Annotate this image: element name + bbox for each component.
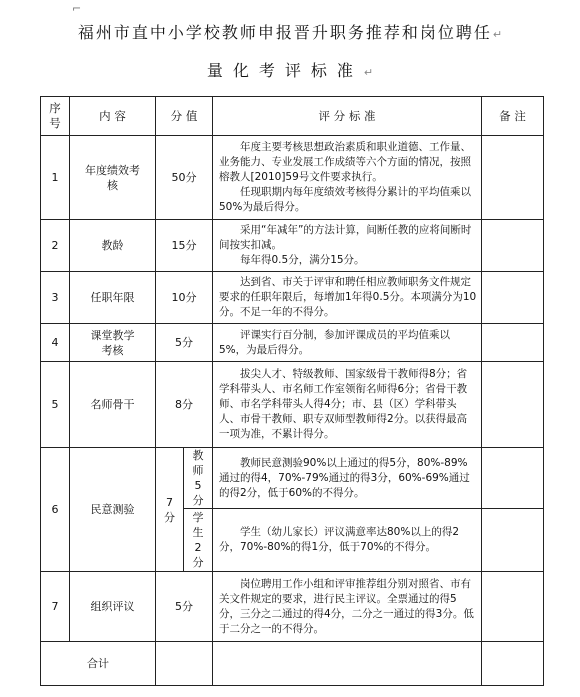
total-standard: [213, 642, 482, 686]
standard-line: 采用“年减年”的方法计算，间断任教的应将间断时间按实扣减。: [219, 224, 472, 251]
row-remark: [482, 220, 544, 272]
row-content: 民意测验: [70, 448, 156, 572]
title-line-2: 量化考评标准: [206, 61, 363, 80]
table-row: [41, 362, 544, 448]
header-content: 内 容: [70, 97, 156, 136]
row-standard: [213, 324, 482, 362]
table-row: [41, 136, 544, 220]
standard-line: 岗位聘用工作小组和评审推荐组分别对照省、市有关文件规定的要求，进行民主评议。全票通过的得5分，三分之二通过的得4分，二分之一通过的得3分。低于二分之一的不得分。: [219, 577, 474, 635]
row-standard: [213, 272, 482, 324]
standard-line: 评课实行百分制，参加评课成员的平均值乘以5%，为最后得分。: [219, 328, 450, 356]
document-subtitle: [0, 58, 580, 81]
subgroup-student: 学生2分: [184, 509, 213, 572]
table-total-row: [41, 642, 544, 686]
row-remark: [482, 572, 544, 642]
table-row: [41, 448, 544, 509]
standard-line: 任现职期内每年度绩效考核得分累计的平均值乘以50%为最后得分。: [219, 186, 471, 213]
row-standard: [213, 136, 482, 220]
row-standard: [213, 509, 482, 572]
total-remark: [482, 642, 544, 686]
header-index: 序号: [41, 97, 70, 136]
table-row: [41, 220, 544, 272]
subgroup-teacher: 教师5分: [184, 448, 213, 509]
row-standard: [213, 220, 482, 272]
page-corner-marker: ⌐: [72, 2, 82, 15]
standard-line: 达到省、市关于评审和聘任相应教师职务文件规定要求的任职年限后，每增加1年得0.5分。本项满分为10分。不足一年的不得分。: [219, 276, 477, 318]
row-score: 5分: [156, 572, 213, 642]
standard-line: 每年得0.5分，满分15分。: [240, 254, 365, 266]
row-standard: [213, 362, 482, 448]
table-row: [41, 272, 544, 324]
row-content: 年度绩效考核: [70, 136, 156, 220]
row-score: 8分: [156, 362, 213, 448]
header-remark: 备 注: [482, 97, 544, 136]
row-index: 5: [41, 362, 70, 448]
total-score: [156, 642, 213, 686]
row-index: 6: [41, 448, 70, 572]
row-score: 5分: [156, 324, 213, 362]
row-score: 7分: [156, 448, 184, 572]
row-remark: [482, 272, 544, 324]
row-index: 1: [41, 136, 70, 220]
header-standard: 评 分 标 准: [213, 97, 482, 136]
row-remark: [482, 136, 544, 220]
paragraph-mark-icon: ↵: [363, 66, 374, 79]
row-content: 组织评议: [70, 572, 156, 642]
row-remark: [482, 448, 544, 509]
paragraph-mark-icon: ↵: [492, 28, 503, 41]
standard-line: 教师民意测验90%以上通过的得5分，80%-89%通过的得4，70%-79%通过的得3分，60%-69%通过的得2分，低于60%的不得分。: [219, 456, 470, 499]
standard-line: 年度主要考核思想政治素质和职业道德、工作量、业务能力、专业发展工作成绩等六个方面的情况，按照榕教人[2010]59号文件要求执行。: [219, 141, 471, 183]
row-standard: [213, 572, 482, 642]
scoring-table: [40, 96, 544, 686]
standard-line: 学生（幼儿家长）评议满意率达80%以上的得2分，70%-80%的得1分，低于70%的不得分。: [219, 526, 460, 553]
table-row: [41, 324, 544, 362]
title-line-1: 福州市直中小学校教师申报晋升职务推荐和岗位聘任: [77, 23, 492, 42]
row-remark: [482, 324, 544, 362]
row-score: 50分: [156, 136, 213, 220]
header-score: 分 值: [156, 97, 213, 136]
table-row: [41, 572, 544, 642]
document-title: [0, 20, 580, 43]
table-header-row: [41, 97, 544, 136]
row-content: 名师骨干: [70, 362, 156, 448]
row-remark: [482, 362, 544, 448]
standard-line: 拔尖人才、特级教师、国家级骨干教师得8分；省学科带头人、市名师工作室领衔名师得6分；省骨干教师、市名学科带头人得4分；市、县（区）学科带头人、市骨干教师、职专双师型教师得2分。以获得最高一项为准，不累计得分。: [219, 368, 468, 440]
row-index: 3: [41, 272, 70, 324]
row-score: 10分: [156, 272, 213, 324]
row-index: 2: [41, 220, 70, 272]
row-score: 15分: [156, 220, 213, 272]
row-index: 7: [41, 572, 70, 642]
row-content: 课堂教学考核: [70, 324, 156, 362]
row-remark: [482, 509, 544, 572]
row-content: 任职年限: [70, 272, 156, 324]
row-index: 4: [41, 324, 70, 362]
total-label: 合计: [41, 642, 156, 686]
row-content: 教龄: [70, 220, 156, 272]
row-standard: [213, 448, 482, 509]
